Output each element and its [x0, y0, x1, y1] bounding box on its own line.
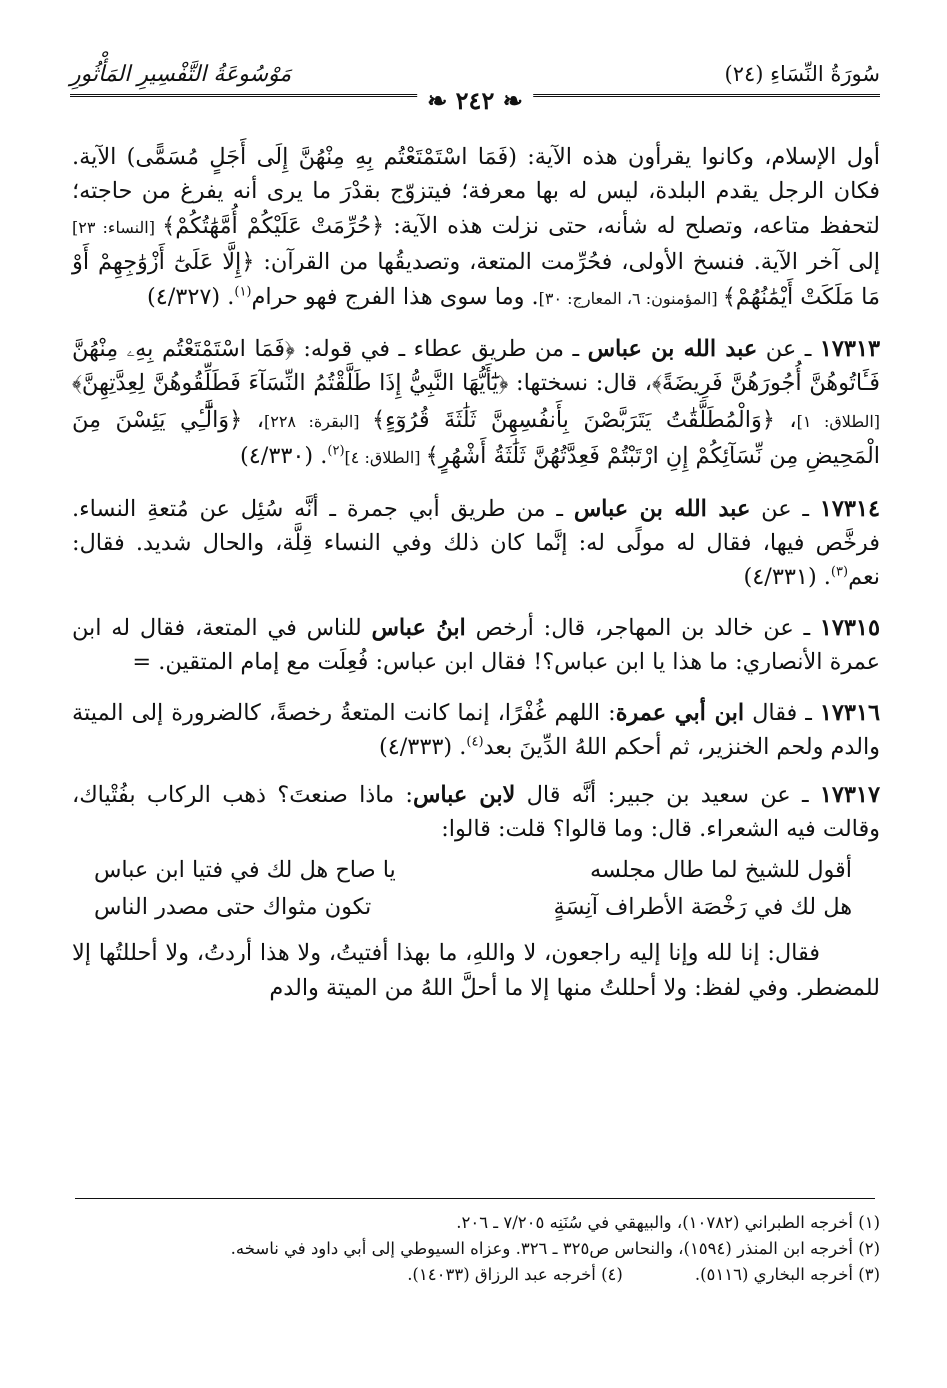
volume-reference: . (٤/٣٣٠) [240, 443, 328, 470]
page-number: ❧ ٢٤٢ ❧ [417, 86, 533, 115]
poem-verse-1 [72, 852, 880, 889]
text-span: : اللهم غُفْرًا، إنما كانت المتعةُ رخصةً، كالضرورة إلى الميتة والدم ولحم الخنزير، ثم أحكم اللهُ الدِّينَ بعد [72, 699, 880, 761]
narrator-name: لابن عباس [412, 781, 516, 808]
volume-reference: . (٤/٣٣٣) [378, 734, 467, 761]
poem [72, 852, 880, 926]
verse-reference: [الطلاق: ٤] [344, 448, 426, 468]
book-title: مَوْسُوعَةُ التَّفْسِيرِ المَأْثُورِ [70, 62, 292, 87]
footnote-marker[interactable]: (١) [234, 284, 252, 300]
entry-number: ١٧٣١٧ [819, 781, 880, 808]
hemistich-second: يا صاح هل لك في فتيا ابن عباس [94, 857, 396, 884]
footnote-marker[interactable]: (٢) [327, 443, 345, 459]
volume-reference: . (٤/٣٢٧) [146, 283, 235, 310]
text-span: . وما سوى هذا الفرج فهو حرام [251, 283, 539, 310]
entry-number: ١٧٣١٦ [819, 699, 880, 726]
narrator-name: ابنُ عباس [371, 614, 466, 641]
narrator-name: عبد الله بن عباس [587, 336, 758, 363]
text-span: ـ من طريق أبي جمرة ـ أنَّه سُئِل عن مُتعةِ النساء. فرخَّص فيها، فقال له مولًى له: إنَّما كان ذلك وفي النساء قِلَّة، والحال شديد. فقال: نعم [72, 495, 880, 591]
page-header [70, 48, 880, 116]
entry-17314 [72, 492, 880, 595]
text-span: ، قال: نسختها: [508, 370, 653, 397]
page-number-value: ٢٤٢ [455, 86, 495, 115]
text-span: ـ عن [750, 495, 820, 522]
text-span: ، [242, 406, 264, 433]
footnote-marker[interactable]: (٤) [466, 734, 484, 750]
closing-paragraph: فقال: إنا لله وإنا إليه راجعون، لا واللهِ، ما بهذا أفتيتُ، ولا هذا أردتُ، ولا أحللتُها إلا للمضطر. وفي لفظ: ولا أحللتُ منها إلا ما أحلَّ اللهُ من الميتة والدم [72, 940, 880, 1001]
intro-paragraph [72, 140, 880, 316]
footnote-4: (٤) أخرجه عبد الرزاق (١٤٠٣٣). [407, 1265, 623, 1284]
narrator-name: ابن أبي عمرة [615, 699, 745, 726]
entry-17317 [72, 778, 880, 847]
text-span: للناس في المتعة، فقال له ابن عمرة الأنصاري: ما هذا يا ابن عباس؟! فقال ابن عباس: فُعِلَت مع إمام المتقين. = [72, 614, 880, 676]
main-text [72, 140, 880, 1005]
footnote-marker[interactable]: (٣) [830, 565, 849, 580]
quran-quote: ﴿وَالَّٰٓـِٔي يَئِسْنَ مِنَ الْمَحِيضِ مِن نِّسَآئِكُمْ إِنِ ارْتَبْتُمْ فَعِدَّتُهُنَّ ثَلَٰثَةُ أَشْهُرٍ﴾ [72, 406, 880, 470]
entry-number: ١٧٣١٤ [819, 495, 880, 522]
hemistich-second: تكون مثواك حتى مصدر الناس [94, 894, 372, 921]
verse-reference: [البقرة: ٢٢٨] [263, 411, 373, 431]
text-span: ـ من طريق عطاء ـ في قوله: [294, 336, 588, 363]
verse-reference: [الطلاق: ١] [796, 411, 880, 431]
footnote-row [72, 1262, 880, 1288]
text-span: أول الإسلام، وكانوا يقرأون هذه الآية: [516, 144, 880, 170]
surah-title: سُورَةُ النِّسَاءِ (٢٤) [724, 62, 880, 86]
entry-17316 [72, 696, 880, 765]
text-span: ـ عن خالد بن المهاجر، قال: أرخص [465, 614, 820, 641]
narrator-name: عبد الله بن عباس [573, 495, 751, 522]
footnote-2: (٢) أخرجه ابن المنذر (١٥٩٤)، والنحاس ص٣٢٥ ـ ٣٢٦. وعزاه السيوطي إلى أبي داود في ناسخه. [230, 1239, 880, 1258]
quran-quote: ﴿فَمَا اسْتَمْتَعْتُم بِهِۦ مِنْهُنَّ فَـَٔاتُوهُنَّ أُجُورَهُنَّ فَرِيضَةً﴾ [72, 336, 880, 397]
quran-quote: ﴿وَالْمُطَلَّقَٰتُ يَتَرَبَّصْنَ بِأَنفُسِهِنَّ ثَلَٰثَةَ قُرُوٓءٍ﴾ [372, 406, 775, 433]
text-span: الآية. فكان الرجل يقدم البلدة، ليس له بها معرفة؛ فيتزوّج بقدْرَ ما يرى أنه يفرغ من حاجته؛ لتحفظ متاعه، وتصلح له شأنه، حتى نزلت هذه الآية: [72, 144, 880, 239]
quran-quote: ﴿إِلَّا عَلَىٰٓ أَزْوَٰجِهِمْ أَوْ مَا مَلَكَتْ أَيْمَٰنُهُمْ﴾ [72, 249, 880, 310]
verse-reference: [المؤمنون: ٦، المعارج: ٣٠] [538, 288, 723, 308]
text-span: ـ عن سعيد بن جبير: أنَّه قال [515, 781, 820, 808]
poem-verse-2 [72, 889, 880, 926]
text-span: إلى آخر الآية. فنسخ الأولى، فحُرِّمت المتعة، وتصديقُها من القرآن: [254, 249, 880, 276]
volume-reference: . (٤/٣٣١) [743, 564, 831, 591]
footnotes [72, 1210, 880, 1288]
entry-number: ١٧٣١٣ [819, 336, 880, 363]
footnote-1: (١) أخرجه الطبراني (١٠٧٨٢)، والبيهقي في سُنَنِه ٧/٢٠٥ ـ ٢٠٦. [456, 1213, 880, 1232]
quran-quote: ﴿حُرِّمَتْ عَلَيْكُمْ أُمَّهَٰتُكُمْ﴾ [162, 212, 385, 239]
hemistich-first: هل لك في رَخْصَة الأطراف آنِسَةٍ [553, 894, 852, 921]
entry-number: ١٧٣١٥ [819, 614, 880, 641]
text-span: ـ فقال [744, 699, 820, 726]
entry-17315 [72, 611, 880, 680]
hemistich-first: أقول للشيخ لما طال مجلسه [590, 857, 852, 884]
footnote-divider [75, 1198, 875, 1199]
footnote-3: (٣) أخرجه البخاري (٥١١٦). [694, 1265, 880, 1284]
text-span: ، [774, 406, 797, 433]
entry-17313 [72, 332, 880, 476]
text-span: ـ عن [757, 336, 820, 363]
quran-quote: (فَمَا اسْتَمْتَعْتُم بِهِ مِنْهُنَّ إِلَى أَجَلٍ مُسَمًّى) [126, 144, 517, 170]
quran-quote: ﴿يَٰٓأَيُّهَا النَّبِيُّ إِذَا طَلَّقْتُمُ النِّسَآءَ فَطَلِّقُوهُنَّ لِعِدَّتِهِنَّ﴾ [72, 370, 509, 397]
text-span: : ماذا صنعتَ؟ ذهب الركاب بفُتْياك، وقالت فيه الشعراء. قال: وما قالوا؟ قلت: قالوا: [72, 781, 880, 842]
verse-reference: [النساء: ٢٣] [72, 217, 163, 237]
